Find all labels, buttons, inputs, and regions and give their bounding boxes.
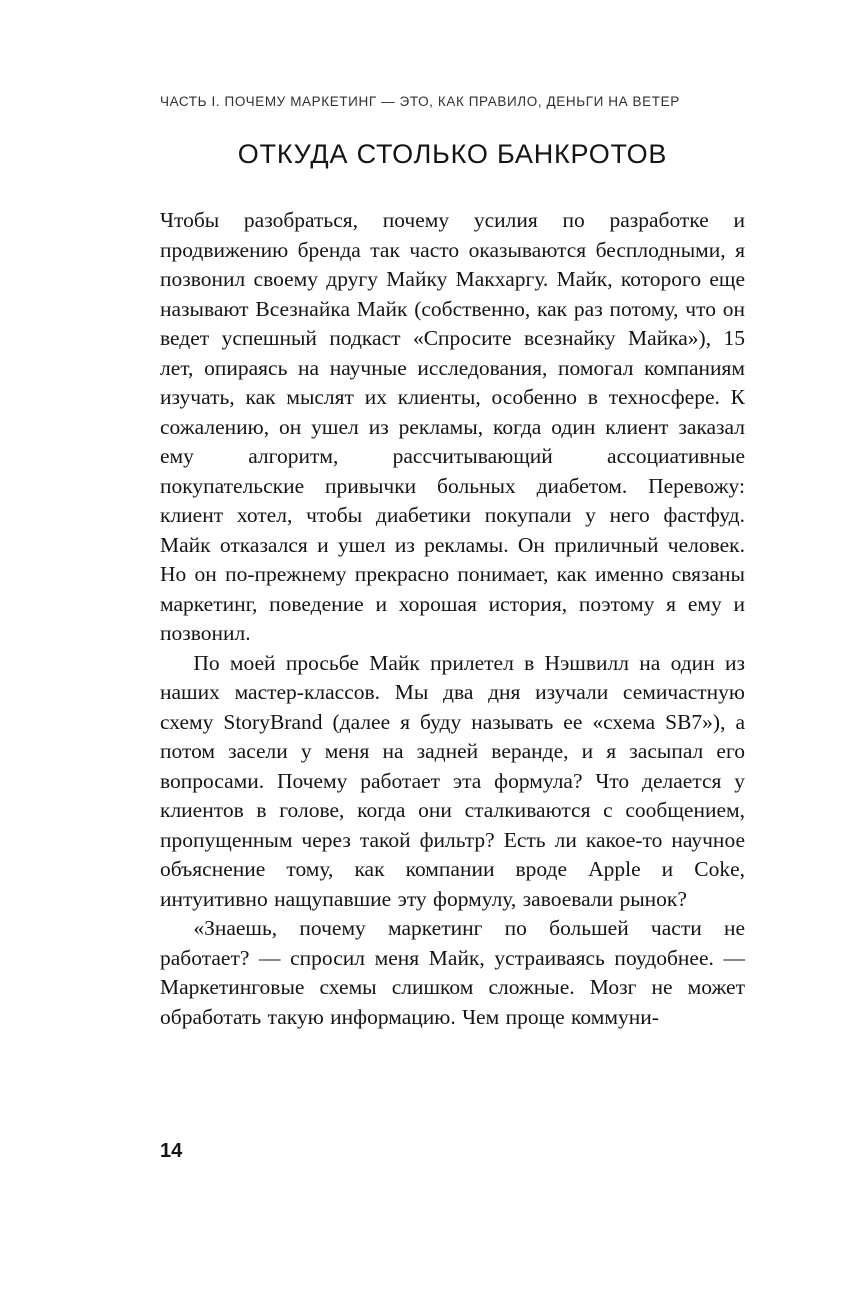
body-text: [160, 206, 745, 1032]
paragraph: Чтобы разобраться, почему усилия по разработке и продвижению бренда так часто оказываются бесплодными, я позвонил своему другу Майку Макхаргу. Майк, которого еще называют Всезнайка Майк (собственно, как раз потому, что он ведет успешный подкаст «Спросите всезнайку Майка»), 15 лет, опираясь на научные исследования, помогал компаниям изучать, как мыслят их клиенты, особенно в техносфере. К сожалению, он ушел из рекламы, когда один клиент заказал ему алгоритм, рассчитывающий ассоциативные покупательские привычки больных диабетом. Перевожу: клиент хотел, чтобы диабетики покупали у него фастфуд. Майк отказался и ушел из рекламы. Он приличный человек. Но он по-прежнему прекрасно понимает, как именно связаны маркетинг, поведение и хорошая история, поэтому я ему и позвонил.: [160, 208, 745, 645]
running-header: ЧАСТЬ I. ПОЧЕМУ МАРКЕТИНГ — ЭТО, КАК ПРАВИЛО, ДЕНЬГИ НА ВЕТЕР: [160, 94, 680, 109]
section-title: ОТКУДА СТОЛЬКО БАНКРОТОВ: [237, 139, 668, 169]
page-number: 14: [160, 1140, 183, 1162]
paragraph: По моей просьбе Майк прилетел в Нэшвилл на один из наших мастер-классов. Мы два дня изучали семичастную схему StoryBrand (далее я буду называть ее «схема SB7»), а потом засели у меня на задней веранде, и я засыпал его вопросами. Почему работает эта формула? Что делается у клиентов в голове, когда они сталкиваются с сообщением, пропущенным через такой фильтр? Есть ли какое-то научное объяснение тому, как компании вроде Apple и Coke, интуитивно нащупавшие эту формулу, завоевали рынок?: [160, 650, 745, 911]
paragraph: «Знаешь, почему маркетинг по большей части не работает? — спросил меня Майк, устраиваясь поудобнее. — Маркетинговые схемы слишком сложные. Мозг не может обработать такую информацию. Чем проще коммуни-: [160, 916, 745, 1029]
